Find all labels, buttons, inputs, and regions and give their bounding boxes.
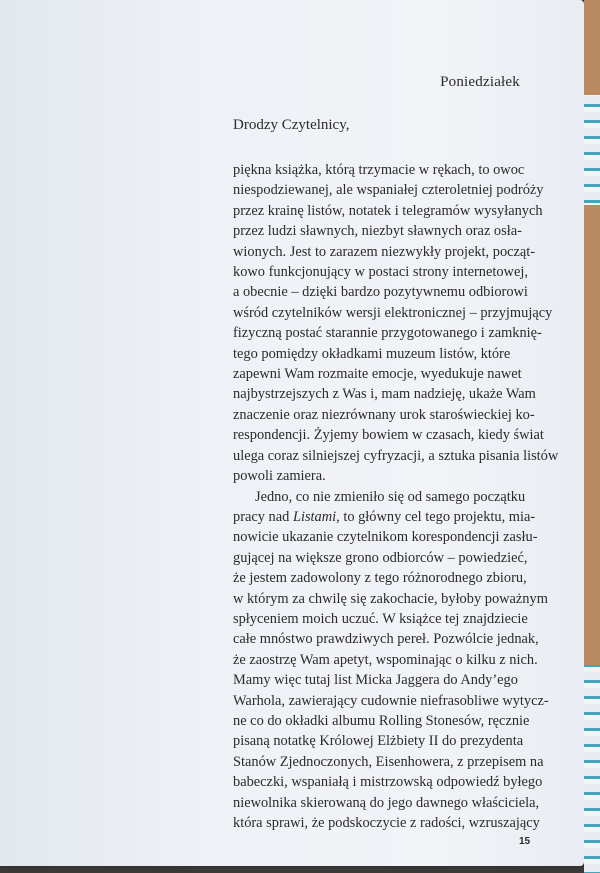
text-line: niewolnika skierowaną do jego dawnego właściciela, [233,794,540,811]
text-line: tego pomiędzy okładkami muzeum listów, które [233,345,511,362]
text-line: wśród czytelników wersji elektronicznej – przyjmujący [233,304,553,321]
text-line: Mamy więc tutaj list Micka Jaggera do Andy’ego [233,672,518,689]
text-fragment: , to główny cel tego projektu, mia- [336,508,536,525]
text-line: piękna książka, którą trzymacie w rękach, to owoc [233,162,525,178]
letter-body [233,160,559,833]
text-fragment: pracy nad [233,508,293,525]
text-line: Warhola, zawierający cudownie niefrasobliwe wytycz- [233,692,549,709]
text-line: powoli zamiera. [233,468,326,485]
text-line: spłyceniem moich uczuć. W książce tej znajdziecie [233,610,528,627]
text-line: pisaną notatkę Królowej Elżbiety II do prezydenta [233,733,524,750]
paragraph-1 [233,160,559,487]
text-line: w którym za chwilę się zakochacie, byłoby poważnym [233,590,548,607]
text-line: Stanów Zjednoczonych, Eisenhowera, z przepisem na [233,753,544,770]
text-line: całe mnóstwo prawdziwych pereł. Pozwólcie jednak, [233,631,539,648]
page-edge-band-middle [584,205,600,665]
text-line: niespodziewanej, ale wspaniałej czteroletniej podróży [233,182,544,199]
page-number: 15 [519,836,531,847]
text-line: nowicie ukazanie czytelnikom korespondencji zasłu- [233,529,538,546]
text-line: ne co do okładki albumu Rolling Stonesów, ręcznie [233,712,530,729]
text-line: znaczenie oraz niezrównany urok staroświeckiej ko- [233,406,535,423]
text-line: Jedno, co nie zmieniło się od samego początku [255,488,526,505]
text-line: najbystrzejszych z Was i, mam nadzieję, ukaże Wam [233,386,536,403]
running-header-day: Poniedziałek [440,74,520,90]
text-line: ulega coraz silniejszej cyfryzacji, a sztuka pisania listów [233,447,559,464]
text-line: że zaostrzę Wam apetyt, wspominając o kilku z nich. [233,651,538,668]
text-line: że jestem zadowolony z tego różnorodnego zbioru, [233,570,527,587]
text-line-with-title [233,507,553,527]
paragraph-2 [233,487,553,834]
text-line: przez ludzi sławnych, niezbyt sławnych oraz osła- [233,223,522,240]
letter-greeting: Drodzy Czytelnicy, [233,117,350,133]
text-line: zapewni Wam rozmaite emocje, wyedukuje nawet [233,366,522,383]
text-line: respondencji. Żyjemy bowiem w czasach, kiedy świat [233,427,544,444]
text-line: a obecnie – dzięki bardzo pozytywnemu odbiorowi [233,284,528,301]
text-line: babeczki, wspaniałą i mistrzowską odpowiedź byłego [233,774,543,791]
text-line: gującej na większe grono odbiorców – powiedzieć, [233,549,528,566]
book-title-italic: Listami [292,508,337,525]
text-line: fizyczną postać starannie przygotowanego i zamknię- [233,325,542,342]
text-line: przez krainę listów, notatek i telegramów wysyłanych [233,202,543,219]
text-line: kowo funkcjonujący w postaci strony internetowej, [233,264,528,281]
text-line: która sprawi, że podskoczycie z radości, wzruszający [233,815,540,831]
page-edge-band-top [584,0,600,95]
text-line: wionych. Jest to zarazem niezwykły projekt, począt- [233,243,536,260]
